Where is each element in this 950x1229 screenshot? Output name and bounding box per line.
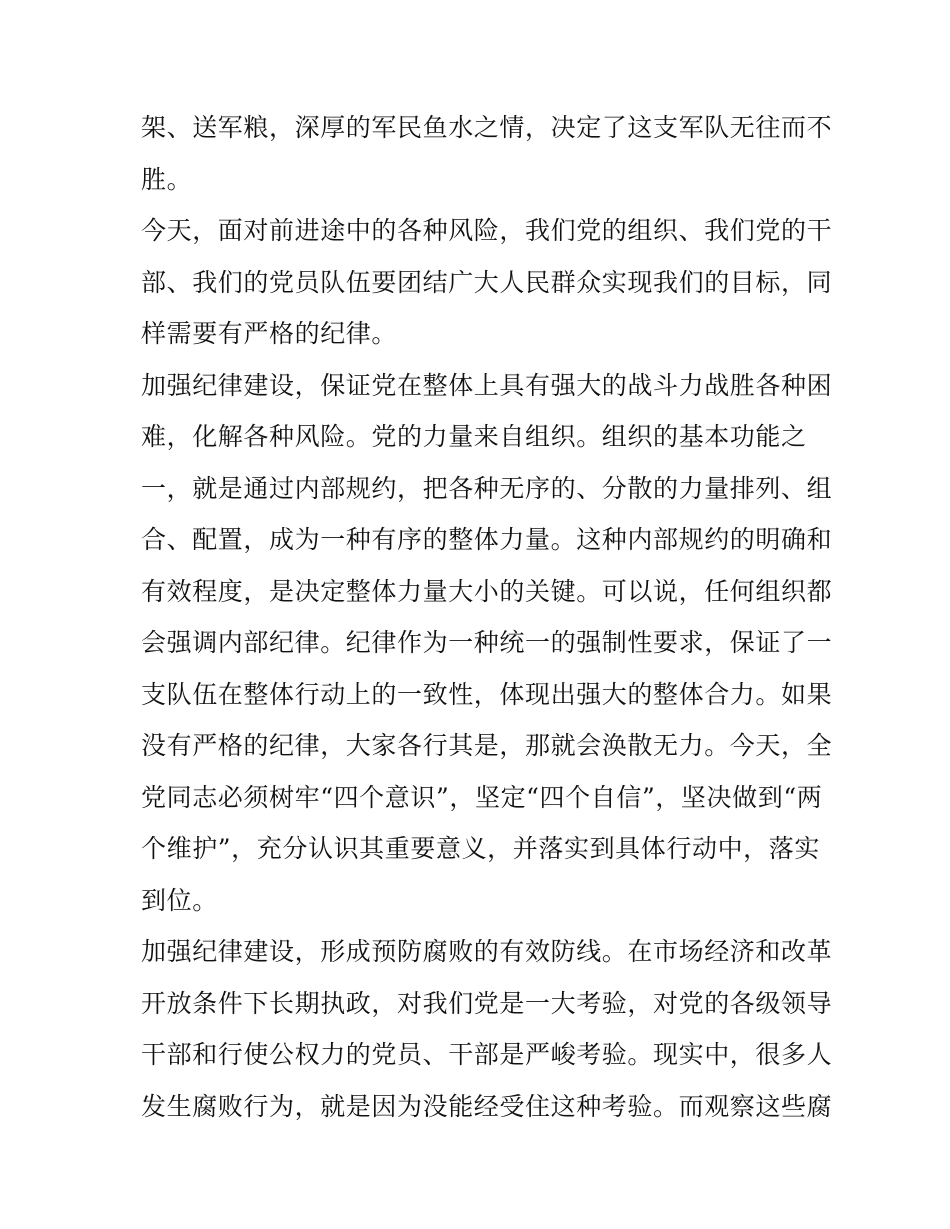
text-line: 支队伍在整体行动上的一致性，体现出强大的整体合力。如果 xyxy=(141,679,833,709)
text-line: 难，化解各种风险。党的力量来自组织。组织的基本功能之 xyxy=(141,422,807,451)
text-line: 到位。 xyxy=(141,885,218,915)
text-line: 一，就是通过内部规约，把各种无序的、分散的力量排列、组 xyxy=(141,473,833,503)
text-line: 会强调内部纪律。纪律作为一种统一的强制性要求，保证了一 xyxy=(141,628,833,657)
text-line: 今天，面对前进途中的各种风险，我们党的组织、我们党的干 xyxy=(141,216,833,245)
text-line: 有效程度，是决定整体力量大小的关键。可以说，任何组织都 xyxy=(141,576,833,606)
text-line: 加强纪律建设，保证党在整体上具有强大的战斗力战胜各种困 xyxy=(141,370,833,400)
text-line: 开放条件下长期执政，对我们党是一大考验，对党的各级领导 xyxy=(141,988,833,1018)
text-line: 胜。 xyxy=(141,164,193,194)
text-line: 个维护”，充分认识其重要意义，并落实到具体行动中，落实 xyxy=(141,834,820,863)
text-line: 没有严格的纪律，大家各行其是，那就会涣散无力。今天，全 xyxy=(141,731,833,760)
text-line: 部、我们的党员队伍要团结广大人民群众实现我们的目标，同 xyxy=(141,267,833,297)
text-line: 干部和行使公权力的党员、干部是严峻考验。现实中，很多人 xyxy=(141,1040,833,1069)
text-line: 加强纪律建设，形成预防腐败的有效防线。在市场经济和改革 xyxy=(141,937,833,966)
text-line: 样需要有严格的纪律。 xyxy=(141,319,398,348)
text-line: 党同志必须树牢“四个意识”，坚定“四个自信”，坚决做到“两 xyxy=(141,782,823,812)
text-line: 合、配置，成为一种有序的整体力量。这种内部规约的明确和 xyxy=(141,525,833,554)
document-body xyxy=(141,102,833,1132)
text-line: 架、送军粮，深厚的军民鱼水之情，决定了这支军队无往而不 xyxy=(141,113,833,142)
text-line: 发生腐败行为，就是因为没能经受住这种考验。而观察这些腐 xyxy=(141,1091,833,1121)
